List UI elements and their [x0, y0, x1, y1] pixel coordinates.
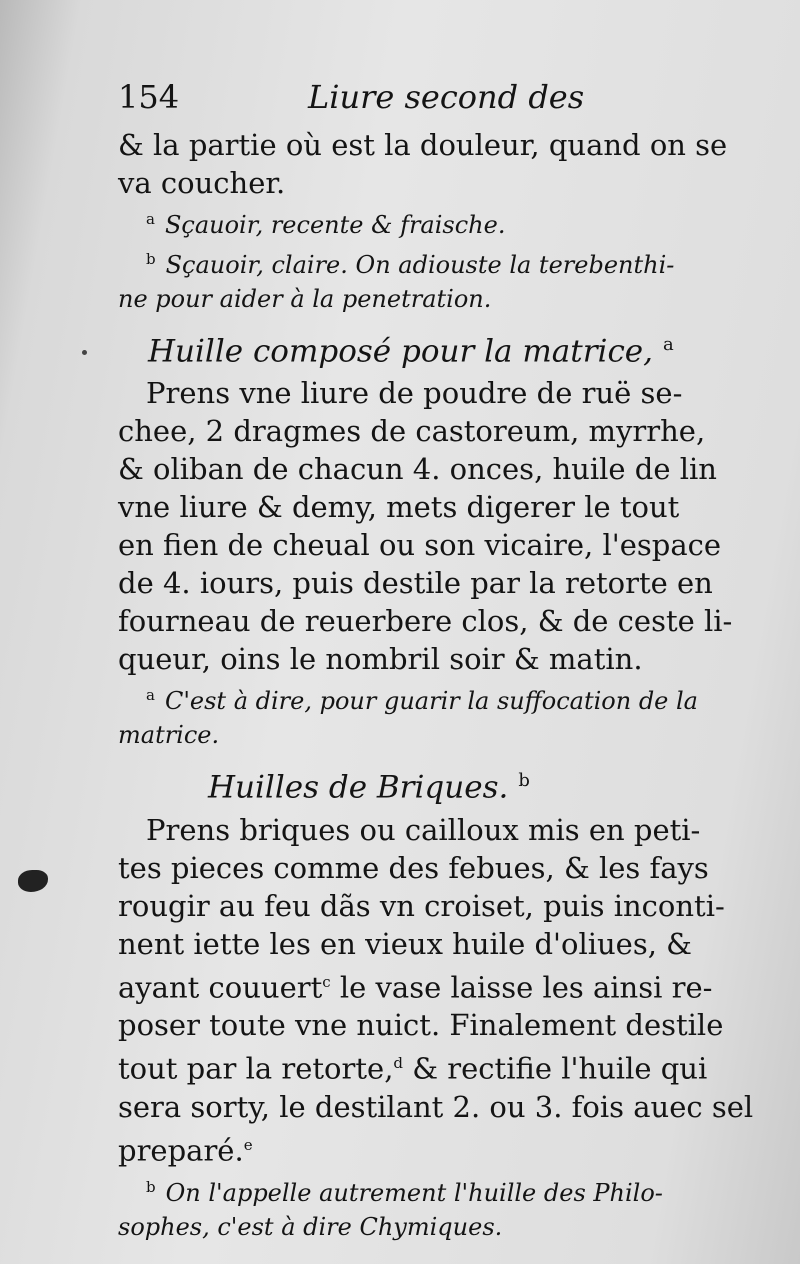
text-line: poser toute vne nuict. Finalement destile	[118, 1008, 724, 1043]
text-line: fourneau de reuerbere clos, & de ceste li-	[118, 604, 733, 639]
note-a	[118, 202, 718, 242]
note-mark: a	[146, 210, 155, 228]
text-fragment: & rectifie l'huile qui	[412, 1051, 708, 1086]
text-line: sera sorty, le destilant 2. ou 3. fois auec sel	[118, 1089, 754, 1124]
note-mark: b	[146, 1177, 156, 1196]
text-fragment: tout par la retorte,	[118, 1051, 394, 1086]
text-fragment: preparé.	[118, 1133, 244, 1168]
page-content	[118, 78, 754, 1244]
heading-text: Huille composé pour la matrice,	[148, 333, 654, 370]
ref-mark: c	[322, 972, 331, 991]
text-line: va coucher.	[118, 166, 286, 200]
page-number: 154	[118, 78, 180, 116]
note-mark: a	[146, 686, 155, 705]
note-text: C'est à dire, pour guarir la suffocation de la	[164, 687, 698, 716]
note-text: On l'appelle autrement l'huille des Philo-	[165, 1178, 663, 1207]
text-line: & la partie où est la douleur, quand on se	[118, 128, 728, 162]
heading-mark: a	[663, 334, 674, 355]
note-b-continuation: ne pour aider à la penetration.	[118, 285, 492, 313]
heading-text: Huilles de Briques.	[208, 769, 509, 806]
text-line: nent iette les en vieux huile d'oliues, &	[118, 926, 692, 961]
running-title: Liure second des	[308, 78, 585, 116]
text-line: queur, oins le nombril soir & matin.	[118, 642, 643, 677]
note-a-matrice	[118, 678, 718, 718]
text-fragment: le vase laisse les ainsi re-	[339, 970, 713, 1005]
text-line: Prens vne liure de poudre de ruë se-	[146, 376, 683, 411]
note-b	[118, 242, 718, 282]
section-heading-huille-matrice	[148, 322, 718, 374]
text-line: & oliban de chacun 4. onces, huile de lin	[118, 452, 717, 487]
note-text: Sçauoir, recente & fraische.	[164, 211, 506, 239]
heading-mark: b	[518, 770, 530, 792]
ink-blot	[18, 870, 48, 892]
text-line: en fien de cheual ou son vicaire, l'espace	[118, 528, 722, 563]
text-line: de 4. iours, puis destile par la retorte en	[118, 566, 713, 601]
ref-mark: e	[243, 1135, 253, 1154]
text-line: rougir au feu dãs vn croiset, puis inconti-	[118, 888, 725, 923]
section-heading-huilles-briques	[208, 758, 718, 810]
note-continuation: sophes, c'est à dire Chymiques.	[118, 1212, 503, 1241]
text-line: Prens briques ou cailloux mis en peti-	[146, 812, 701, 847]
text-line	[118, 963, 718, 1007]
note-continuation: matrice.	[118, 721, 220, 750]
note-text: Sçauoir, claire. On adiouste la terebenthi-	[165, 251, 675, 279]
ink-dot	[82, 350, 87, 355]
page-header	[118, 78, 718, 126]
text-fragment: ayant couuert	[118, 970, 323, 1005]
text-line	[118, 1126, 718, 1170]
note-b-briques	[118, 1170, 718, 1210]
text-line: chee, 2 dragmes de castoreum, myrrhe,	[118, 414, 706, 449]
text-line	[118, 1044, 718, 1088]
text-line: vne liure & demy, mets digerer le tout	[118, 490, 680, 525]
text-line: tes pieces comme des febues, & les fays	[118, 850, 709, 885]
note-mark: b	[146, 250, 156, 268]
ref-mark: d	[393, 1054, 404, 1073]
